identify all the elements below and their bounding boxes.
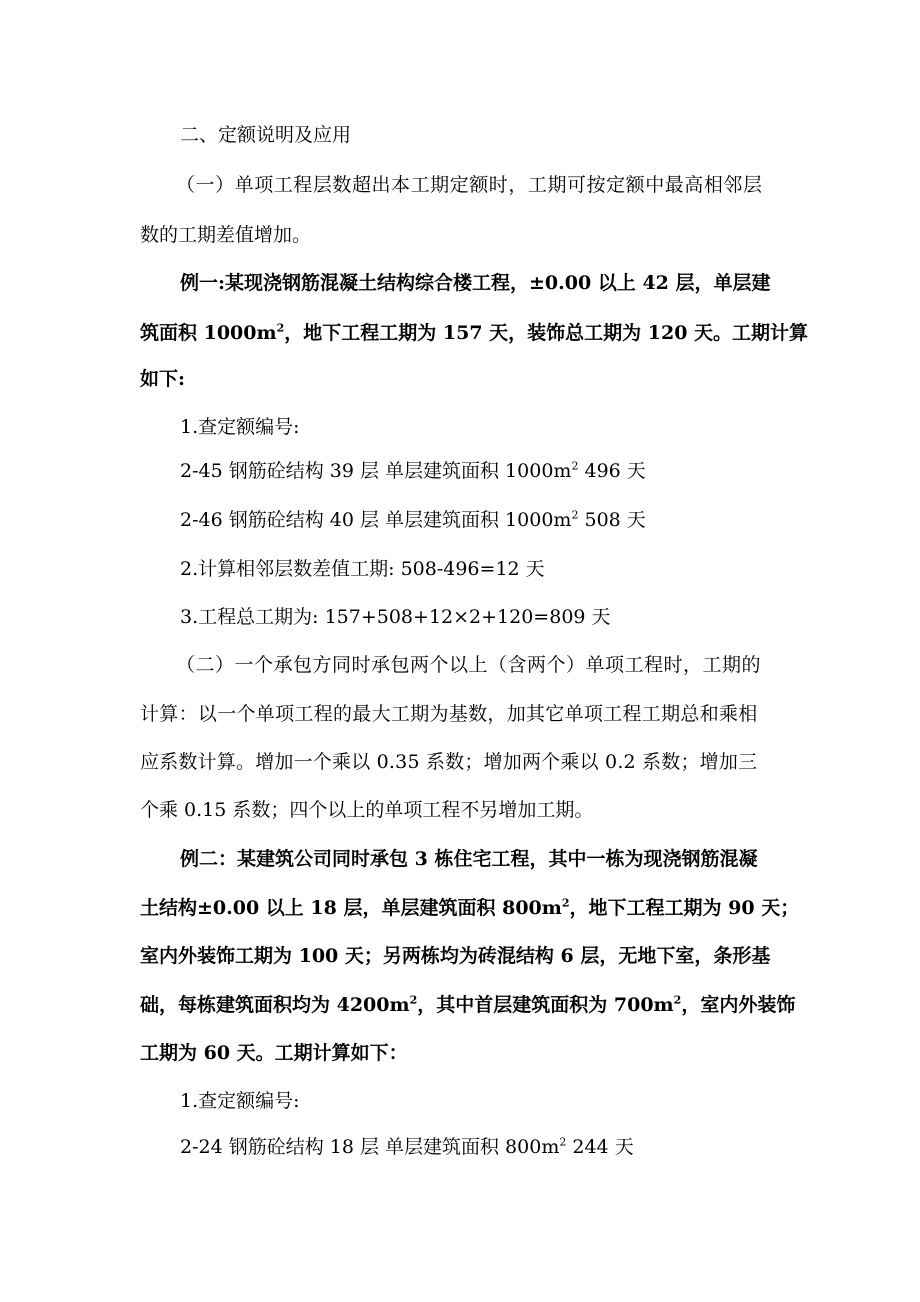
superscript: 2: [559, 1135, 567, 1149]
example-2-line-2-part-a: 土结构±0.00 以上 18 层，单层建筑面积 800m: [140, 897, 562, 919]
row-text-a: 2-24 钢筋砼结构 18 层 单层建筑面积 800m: [180, 1136, 560, 1158]
example-2-line-4-part-b: ，其中首层建筑面积为 700m: [417, 994, 674, 1016]
row-text-b: 244 天: [566, 1136, 634, 1158]
superscript: 2: [673, 993, 682, 1007]
example-1-step-1: 1.查定额编号:: [180, 416, 300, 438]
paragraph-1-line-2: 数的工期差值增加。: [140, 224, 312, 246]
row-text-a: 2-45 钢筋砼结构 39 层 单层建筑面积 1000m: [180, 460, 572, 482]
superscript: 2: [276, 321, 285, 335]
example-2-line-3: 室内外装饰工期为 100 天；另两栋均为砖混结构 6 层，无地下室，条形基: [140, 945, 771, 967]
row-text-b: 496 天: [578, 460, 646, 482]
example-2-line-1: 例二：某建筑公司同时承包 3 栋住宅工程，其中一栋为现浇钢筋混凝: [180, 848, 758, 870]
example-2-step-1: 1.查定额编号:: [180, 1090, 300, 1112]
paragraph-2-line-1: （二）一个承包方同时承包两个以上（含两个）单项工程时，工期的: [176, 654, 762, 676]
example-1-line-2-part-b: ，地下工程工期为 157 天，装饰总工期为 120 天。工期计算: [284, 322, 809, 344]
example-2-row-1: [180, 1135, 634, 1158]
example-1-row-1: [180, 459, 646, 482]
paragraph-2-line-3: 应系数计算。增加一个乘以 0.35 系数；增加两个乘以 0.2 系数；增加三: [140, 751, 758, 773]
example-1-step-3: 3.工程总工期为: 157+508+12×2+120=809 天: [180, 606, 611, 628]
example-1-line-2: [140, 321, 809, 344]
paragraph-2-line-2: 计算：以一个单项工程的最大工期为基数，加其它单项工程工期总和乘相: [140, 703, 758, 725]
example-2-line-4-part-c: ，室内外装饰: [681, 994, 796, 1016]
superscript: 2: [571, 459, 579, 473]
row-text-a: 2-46 钢筋砼结构 40 层 单层建筑面积 1000m: [180, 509, 572, 531]
example-2-line-2-part-b: ，地下工程工期为 90 天；: [569, 897, 800, 919]
paragraph-2-line-4: 个乘 0.15 系数；四个以上的单项工程不另增加工期。: [140, 799, 594, 821]
example-1-line-1: 例一:某现浇钢筋混凝土结构综合楼工程，±0.00 以上 42 层，单层建: [180, 272, 771, 294]
row-text-b: 508 天: [578, 509, 646, 531]
example-2-line-5: 工期为 60 天。工期计算如下：: [140, 1042, 408, 1064]
example-2-line-2: [140, 896, 800, 919]
example-1-line-3: 如下:: [140, 368, 186, 390]
example-2-line-4-part-a: 础，每栋建筑面积均为 4200m: [140, 994, 410, 1016]
example-2-line-4: [140, 993, 796, 1016]
superscript: 2: [561, 896, 570, 910]
example-1-line-2-part-a: 筑面积 1000m: [140, 322, 277, 344]
superscript: 2: [409, 993, 418, 1007]
example-1-row-2: [180, 508, 646, 531]
superscript: 2: [571, 508, 579, 522]
section-heading: 二、定额说明及应用: [180, 124, 352, 146]
paragraph-1-line-1: （一）单项工程层数超出本工期定额时，工期可按定额中最高相邻层: [176, 174, 763, 196]
example-1-step-2: 2.计算相邻层数差值工期: 508-496=12 天: [180, 558, 545, 580]
